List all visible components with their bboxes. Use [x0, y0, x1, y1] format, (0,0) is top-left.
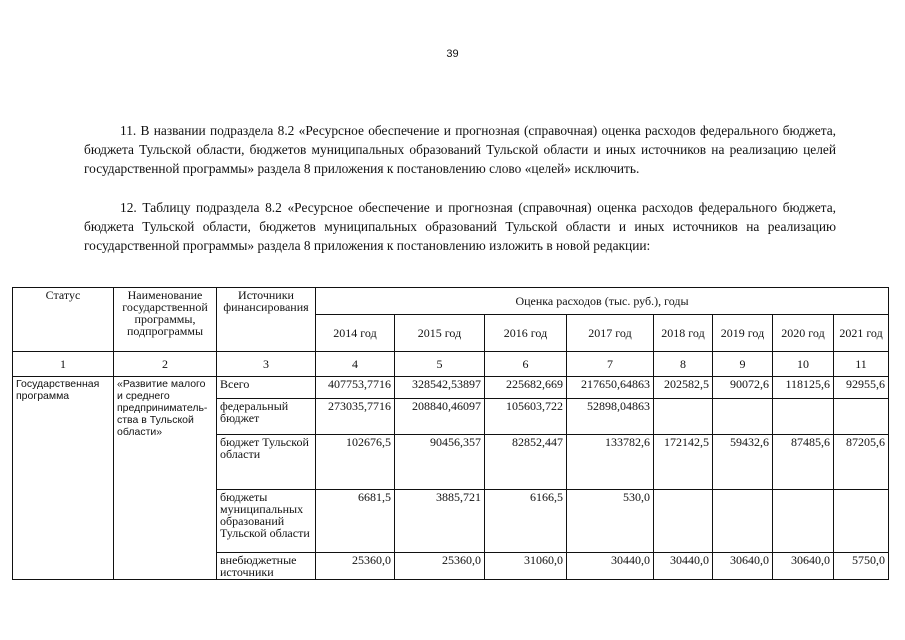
header-year: 2014 год — [316, 315, 395, 352]
source-cell: бюджеты муниципальных образований Тульской области — [217, 490, 316, 553]
header-status: Статус — [13, 288, 114, 352]
value-cell: 172142,5 — [654, 435, 713, 490]
value-cell: 90456,357 — [395, 435, 485, 490]
column-number: 2 — [114, 352, 217, 377]
resource-table — [12, 287, 889, 580]
column-number: 1 — [13, 352, 114, 377]
header-year: 2019 год — [713, 315, 773, 352]
value-cell: 25360,0 — [316, 553, 395, 580]
header-year: 2017 год — [567, 315, 654, 352]
value-cell — [773, 399, 834, 435]
table-row — [13, 377, 889, 399]
value-cell: 30640,0 — [713, 553, 773, 580]
value-cell — [834, 399, 889, 435]
value-cell: 6166,5 — [485, 490, 567, 553]
value-cell: 225682,669 — [485, 377, 567, 399]
value-cell: 31060,0 — [485, 553, 567, 580]
column-number: 8 — [654, 352, 713, 377]
source-cell: внебюджетные источники — [217, 553, 316, 580]
column-number: 10 — [773, 352, 834, 377]
paragraph-11: 11. В названии подраздела 8.2 «Ресурсное обеспечение и прогнозная (справочная) оценка расходов федерального бюджета, бюджета Тульской области, бюджетов муниципальных образований Тульской области и иных источников на реализацию целей государственной программы» раздела 8 приложения к постановлению слово «целей» исключить. — [84, 123, 836, 176]
source-cell: федеральный бюджет — [217, 399, 316, 435]
column-number: 3 — [217, 352, 316, 377]
value-cell: 208840,46097 — [395, 399, 485, 435]
header-year: 2015 год — [395, 315, 485, 352]
header-year: 2020 год — [773, 315, 834, 352]
value-cell: 92955,6 — [834, 377, 889, 399]
column-number: 9 — [713, 352, 773, 377]
header-program-name: Наименование государственной программы, подпрограммы — [114, 288, 217, 352]
value-cell: 3885,721 — [395, 490, 485, 553]
value-cell: 328542,53897 — [395, 377, 485, 399]
column-number: 5 — [395, 352, 485, 377]
value-cell: 273035,7716 — [316, 399, 395, 435]
value-cell: 530,0 — [567, 490, 654, 553]
value-cell: 90072,6 — [713, 377, 773, 399]
header-estimate: Оценка расходов (тыс. руб.), годы — [316, 288, 889, 315]
source-cell: бюджет Тульской области — [217, 435, 316, 490]
value-cell: 82852,447 — [485, 435, 567, 490]
value-cell: 30440,0 — [654, 553, 713, 580]
header-sources: Источники финансирования — [217, 288, 316, 352]
header-year: 2016 год — [485, 315, 567, 352]
value-cell: 30440,0 — [567, 553, 654, 580]
value-cell: 133782,6 — [567, 435, 654, 490]
value-cell: 52898,04863 — [567, 399, 654, 435]
program-name-cell: «Развитие малого и среднего предприниматель-ства в Тульской области» — [114, 377, 217, 580]
value-cell: 25360,0 — [395, 553, 485, 580]
paragraph-12: 12. Таблицу подраздела 8.2 «Ресурсное обеспечение и прогнозная (справочная) оценка расходов федерального бюджета, бюджета Тульской области, бюджетов муниципальных образований Тульской области и иных источников на реализацию государственной программы» раздела 8 приложения к постановлению изложить в новой редакции: — [84, 200, 836, 253]
page-number: 39 — [446, 48, 459, 60]
column-number: 11 — [834, 352, 889, 377]
value-cell: 5750,0 — [834, 553, 889, 580]
value-cell: 87485,6 — [773, 435, 834, 490]
value-cell: 87205,6 — [834, 435, 889, 490]
column-number: 7 — [567, 352, 654, 377]
value-cell: 202582,5 — [654, 377, 713, 399]
value-cell — [713, 490, 773, 553]
value-cell: 118125,6 — [773, 377, 834, 399]
value-cell: 217650,64863 — [567, 377, 654, 399]
status-cell: Государственная программа — [13, 377, 114, 580]
value-cell: 407753,7716 — [316, 377, 395, 399]
value-cell — [713, 399, 773, 435]
value-cell — [773, 490, 834, 553]
header-year: 2018 год — [654, 315, 713, 352]
value-cell: 105603,722 — [485, 399, 567, 435]
value-cell: 30640,0 — [773, 553, 834, 580]
column-number: 6 — [485, 352, 567, 377]
column-number: 4 — [316, 352, 395, 377]
value-cell: 6681,5 — [316, 490, 395, 553]
value-cell: 102676,5 — [316, 435, 395, 490]
value-cell: 59432,6 — [713, 435, 773, 490]
value-cell — [834, 490, 889, 553]
source-cell: Всего — [217, 377, 316, 399]
header-year: 2021 год — [834, 315, 889, 352]
value-cell — [654, 490, 713, 553]
value-cell — [654, 399, 713, 435]
